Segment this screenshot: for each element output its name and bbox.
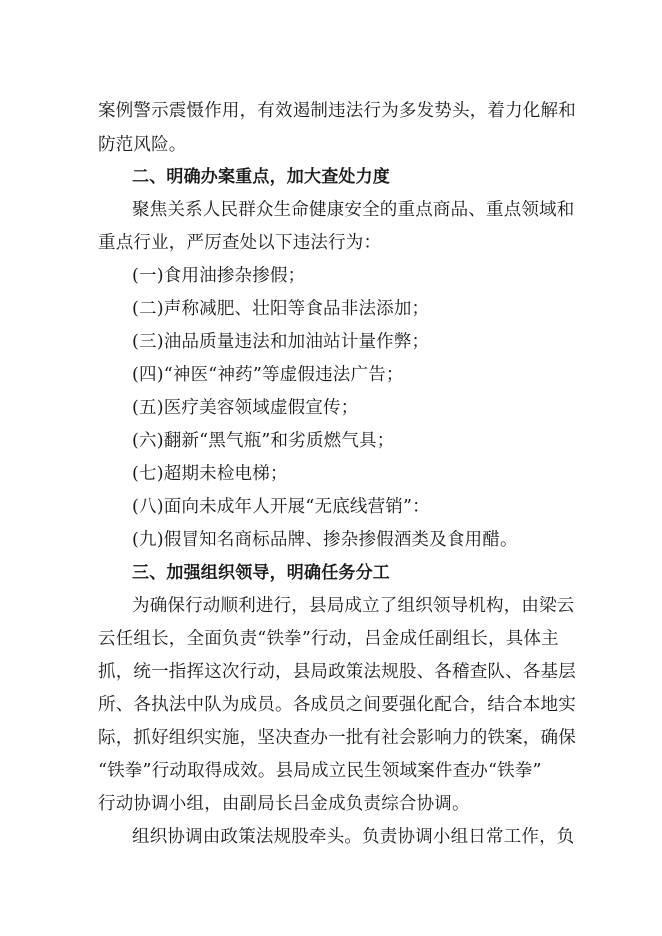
- list-item: (五)医疗美容领域虚假宣传；: [132, 398, 359, 418]
- section3-para2-line-1: 组织协调由政策法规股牵头。负责协调小组日常工作，负: [132, 827, 575, 847]
- list-item: (一)食用油掺杂掺假；: [132, 266, 306, 286]
- list-item: (九)假冒知名商标品牌、掺杂掺假酒类及食用醋。: [132, 530, 518, 550]
- section3-para1-line-5: 际，抓好组织实施，坚决查办一批有社会影响力的铁案，确保: [98, 728, 576, 748]
- section3-para1-line-4: 所、各执法中队为成员。各成员之间要强化配合，结合本地实: [98, 695, 576, 715]
- section3-para1-line-2: 云任组长，全面负责“铁拳”行动，吕金成任副组长，具体主: [98, 629, 559, 649]
- list-item: (三)油品质量违法和加油站计量作弊；: [132, 332, 430, 352]
- section2-intro-line-2: 重点行业，严厉查处以下违法行为：: [98, 233, 382, 253]
- list-item: (四)“神医“神药”等虚假违法广告；: [132, 365, 404, 385]
- section3-para1-line-1: 为确保行动顺利进行，县局成立了组织领导机构，由梁云: [132, 596, 575, 616]
- intro-line-1: 案例警示震慑作用，有效遏制违法行为多发势头，着力化解和: [98, 101, 576, 121]
- section2-intro-line-1: 聚焦关系人民群众生命健康安全的重点商品、重点领域和: [132, 200, 575, 220]
- section3-para1-line-7: 行动协调小组，由副局长吕金成负责综合协调。: [98, 794, 470, 814]
- list-item: (七)超期未检电梯；: [132, 464, 288, 484]
- intro-line-2: 防范风险。: [98, 135, 187, 155]
- section3-heading: 三、加强组织领导，明确任务分工: [132, 563, 390, 583]
- section2-heading: 二、明确办案重点，加大查处力度: [132, 167, 390, 187]
- list-item: (二)声称减肥、壮阳等食品非法添加；: [132, 299, 430, 319]
- list-item: (六)翻新“黑气瓶”和劣质燃气具；: [132, 431, 395, 451]
- list-item: (八)面向未成年人开展“无底线营销”：: [132, 497, 430, 517]
- section3-para1-line-6: “铁拳”行动取得成效。县局成立民生领域案件查办“铁拳”: [98, 761, 542, 781]
- section3-para1-line-3: 抓，统一指挥这次行动，县局政策法规股、各稽查队、各基层: [98, 662, 576, 682]
